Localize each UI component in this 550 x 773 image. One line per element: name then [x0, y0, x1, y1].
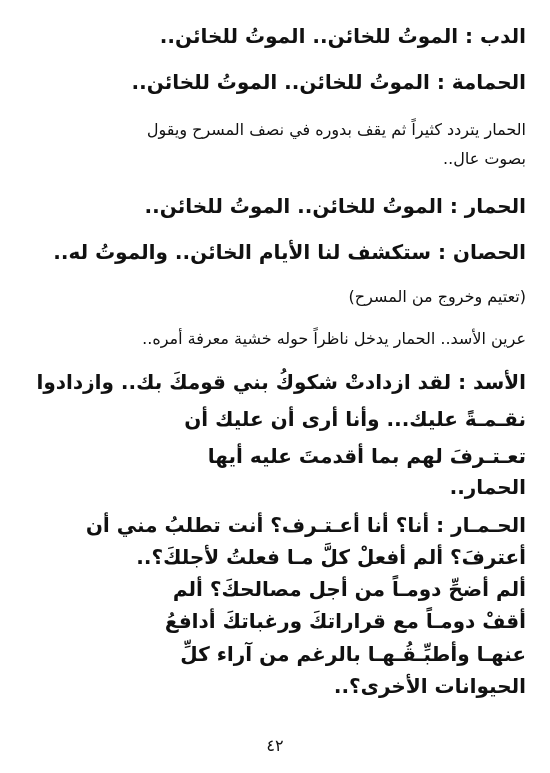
dialogue-donkey-reply-line-4: أقفْ دومـاً مع قراراتكَ ورغباتكَ أدافعُ: [164, 609, 526, 633]
dialogue-lion-line-4: الحمار..: [449, 475, 526, 499]
scene-description-lion-den: عرين الأسد.. الحمار يدخل ناظراً حوله خشية معرفة أمره..: [142, 329, 526, 348]
dialogue-lion-line-3: تعـتـرفَ لهم بما أقدمتَ عليه أيها: [207, 444, 526, 468]
dialogue-donkey-1: الحمار : الموتُ للخائن.. الموتُ للخائن..: [144, 194, 526, 218]
dialogue-horse: الحصان : ستكشف لنا الأيام الخائن.. والموتُ له..: [53, 240, 526, 264]
stage-direction-donkey-hesitates: الحمار يتردد كثيراً ثم يقف بدوره في نصف المسرح ويقول: [146, 120, 526, 139]
dialogue-dove: الحمامة : الموتُ للخائن.. الموتُ للخائن..: [131, 70, 526, 94]
dialogue-donkey-reply-line-1: الحـمـار : أنا؟ أنا أعـتـرف؟ أنت تطلبُ مني أن: [85, 513, 526, 537]
dialogue-lion-line-1: الأسد : لقد ازدادتْ شكوكُ بني قومكَ بك.. وازدادوا: [36, 370, 526, 394]
dialogue-bear: الدب : الموتُ للخائن.. الموتُ للخائن..: [159, 24, 526, 48]
dialogue-donkey-reply-line-5: عنهـا وأطبِّـقُـهـا بالرغم من آراء كلِّ: [180, 642, 526, 666]
dialogue-donkey-reply-line-6: الحيوانات الأخرى؟..: [333, 674, 526, 698]
dialogue-lion-line-2: نقـمـةً عليك... وأنا أرى أن عليك أن: [184, 407, 526, 431]
stage-direction-blackout: (تعتيم وخروج من المسرح): [348, 287, 526, 306]
page-number: ٤٢: [266, 736, 284, 755]
dialogue-donkey-reply-line-2: أعترفَ؟ ألم أفعلْ كلَّ مـا فعلتُ لأجلكَ؟..: [136, 545, 526, 569]
dialogue-donkey-reply-line-3: ألم أضحِّ دومـاً من أجل مصالحكَ؟ ألم: [172, 577, 526, 601]
stage-direction-loud-voice: بصوت عال..: [443, 149, 526, 168]
